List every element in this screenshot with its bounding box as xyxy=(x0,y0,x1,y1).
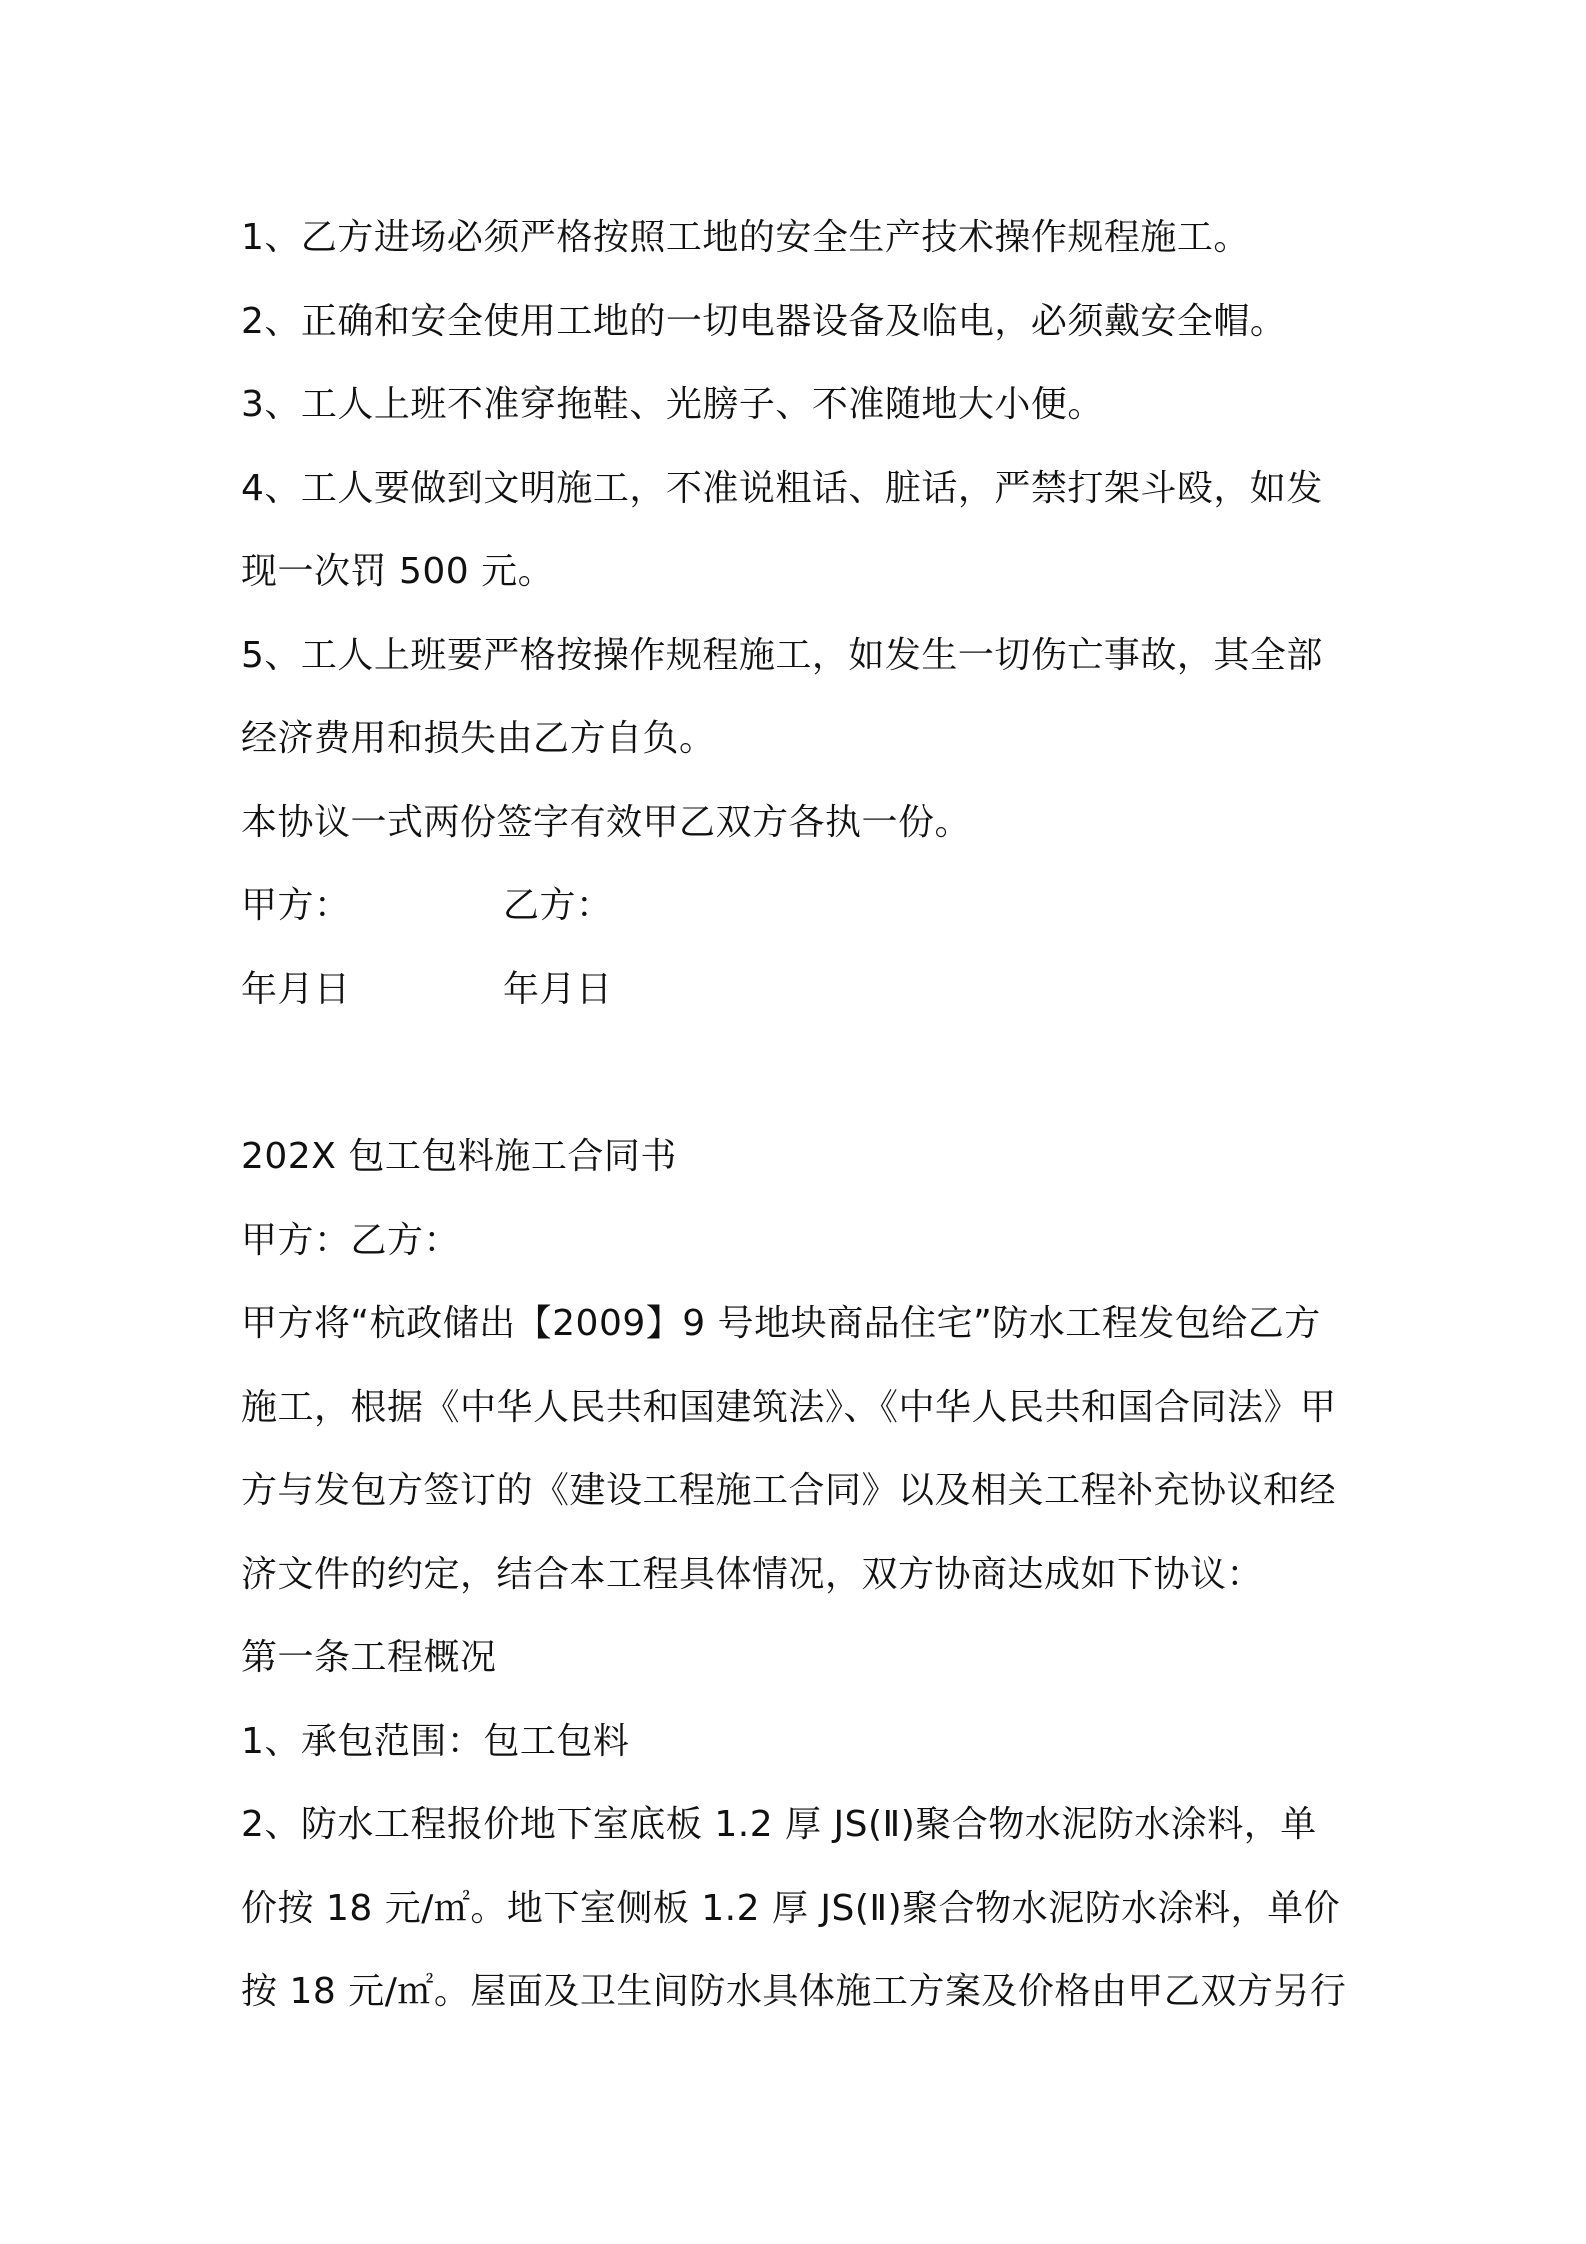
agreement-copies-statement: 本协议一式两份签字有效甲乙双方各执一份。 xyxy=(241,801,972,843)
signature-row xyxy=(241,864,1361,948)
rule-item-5-line-2: 经济费用和损失由乙方自负。 xyxy=(241,718,716,759)
document-body xyxy=(241,196,1361,2034)
contract-intro-line-1: 甲方将“杭政储出【2009】9 号地块商品住宅”防水工程发包给乙方 xyxy=(241,1303,1321,1344)
rule-item-5-line-1: 5、工人上班要严格按操作规程施工，如发生一切伤亡事故，其全部 xyxy=(241,634,1323,676)
contract-intro-line-2: 施工，根据《中华人民共和国建筑法》、《中华人民共和国合同法》甲 xyxy=(241,1386,1337,1428)
contract-pricing-line-2: 价按 18 元/㎡。地下室侧板 1.2 厚 JS(Ⅱ)聚合物水泥防水涂料，单价 xyxy=(241,1887,1341,1929)
rule-item-4-line-2: 现一次罚 500 元。 xyxy=(241,551,555,592)
rule-item-1: 1、乙方进场必须严格按照工地的安全生产技术操作规程施工。 xyxy=(241,217,1250,258)
article-1-heading: 第一条工程概况 xyxy=(241,1637,497,1678)
contract-pricing-line-3: 按 18 元/㎡。屋面及卫生间防水具体施工方案及价格由甲乙双方另行 xyxy=(241,1971,1347,2012)
contract-parties: 甲方：乙方： xyxy=(241,1219,461,1261)
party-b-date-label: 年月日 xyxy=(503,968,613,1010)
contract-pricing-line-1: 2、防水工程报价地下室底板 1.2 厚 JS(Ⅱ)聚合物水泥防水涂料，单 xyxy=(241,1804,1317,1845)
party-a-signature-label: 甲方： xyxy=(241,885,351,926)
date-row xyxy=(241,948,1361,1032)
party-b-signature-label: 乙方： xyxy=(503,885,613,926)
rule-item-2: 2、正确和安全使用工地的一切电器设备及临电，必须戴安全帽。 xyxy=(241,300,1287,342)
rule-item-4-line-1: 4、工人要做到文明施工，不准说粗话、脏话，严禁打架斗殴，如发 xyxy=(241,467,1323,509)
rule-item-3: 3、工人上班不准穿拖鞋、光膀子、不准随地大小便。 xyxy=(241,384,1104,425)
section-spacer xyxy=(241,1031,1361,1115)
contract-intro-line-4: 济文件的约定，结合本工程具体情况，双方协商达成如下协议： xyxy=(241,1553,1264,1595)
contract-intro-line-3: 方与发包方签订的《建设工程施工合同》以及相关工程补充协议和经 xyxy=(241,1470,1337,1511)
contract-scope: 1、承包范围：包工包料 xyxy=(241,1720,630,1762)
contract-title: 202X 包工包料施工合同书 xyxy=(241,1136,677,1177)
party-a-date-label: 年月日 xyxy=(241,968,351,1010)
